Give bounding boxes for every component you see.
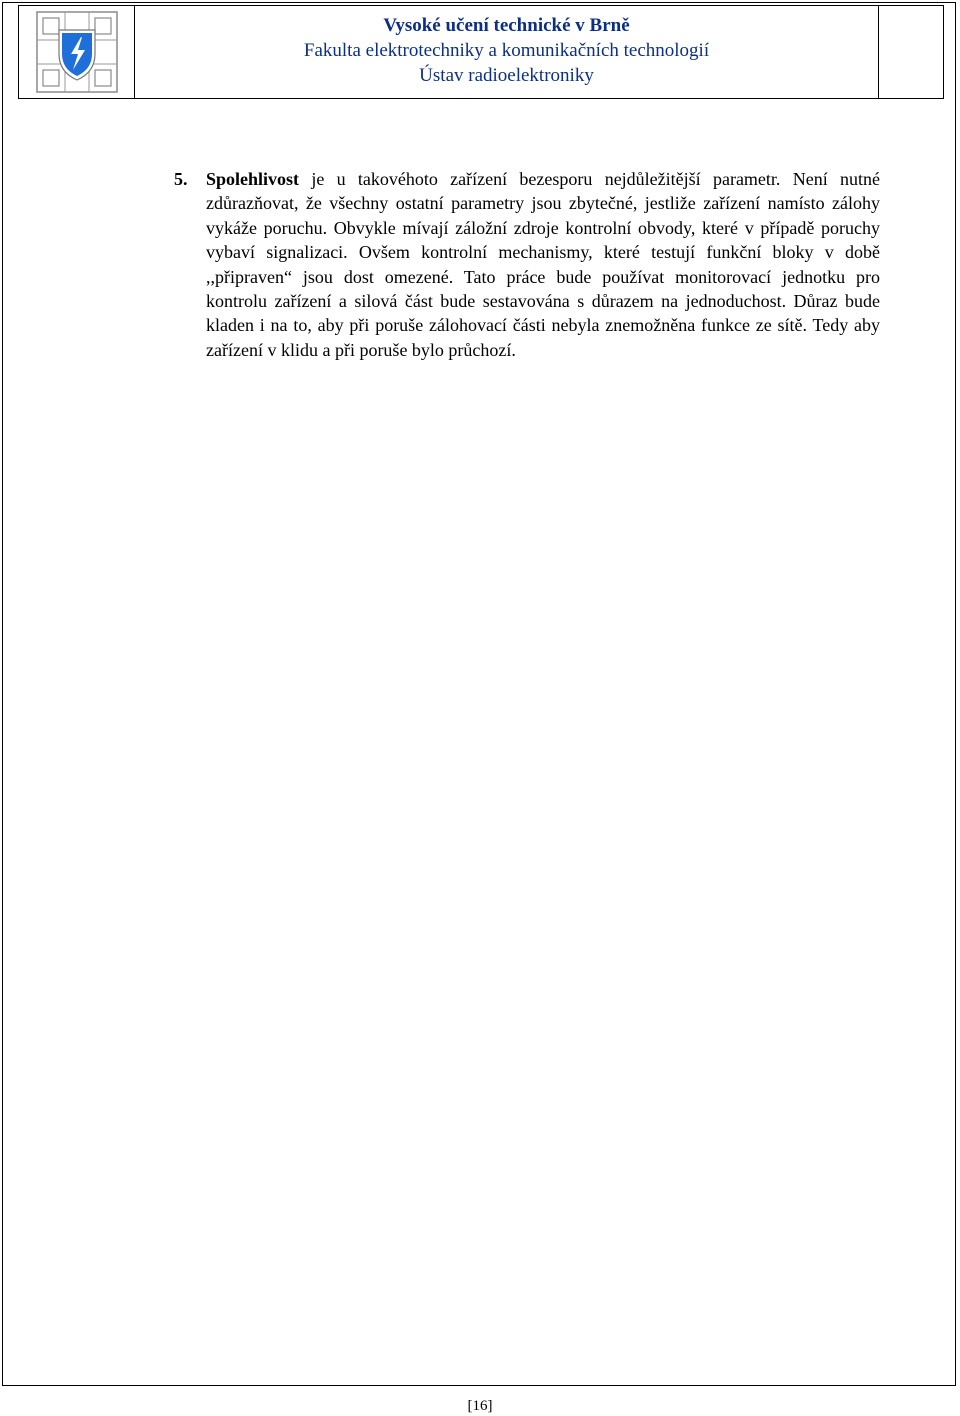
item-term: Spolehlivost bbox=[206, 169, 300, 189]
university-logo-icon bbox=[35, 10, 119, 94]
header-logo-cell bbox=[19, 6, 135, 98]
document-body bbox=[174, 167, 880, 362]
header-text-cell bbox=[135, 6, 879, 98]
item-number: 5. bbox=[174, 169, 188, 189]
department-name: Ústav radioelektroniky bbox=[419, 64, 594, 86]
header-table bbox=[18, 5, 944, 99]
page-number: [16] bbox=[467, 1398, 493, 1414]
faculty-name: Fakulta elektrotechniky a komunikačních technologií bbox=[303, 39, 710, 61]
item-paragraph bbox=[206, 167, 880, 362]
item-body-text: je u takovéhoto zařízení bezesporu nejdůležitější parametr. Není nutné zdůrazňovat, že všechny ostatní parametry jsou zbytečné, jestliže zařízení namísto zálohy vykáže poruchu. Obvykle mívají záložní zdroje kontrolní obvody, které v případě poruchy vybaví signalizaci. Ovšem kontrolní mechanismy, které testují funkční bloky v době ,,připraven“ jsou dost omezené. Tato práce bude používat monitorovací jednotku pro kontrolu zařízení a silová část bude sestavována s důrazem na jednoduchost. Důraz bude kladen i na to, aby při poruše zálohovací části nebyla znemožněna funkce ze sítě. Tedy aby zařízení v klidu a při poruše bylo průchozí. bbox=[206, 169, 880, 360]
list-item bbox=[174, 167, 880, 362]
university-name: Vysoké učení technické v Brně bbox=[383, 14, 630, 36]
header-empty-cell bbox=[879, 6, 943, 98]
